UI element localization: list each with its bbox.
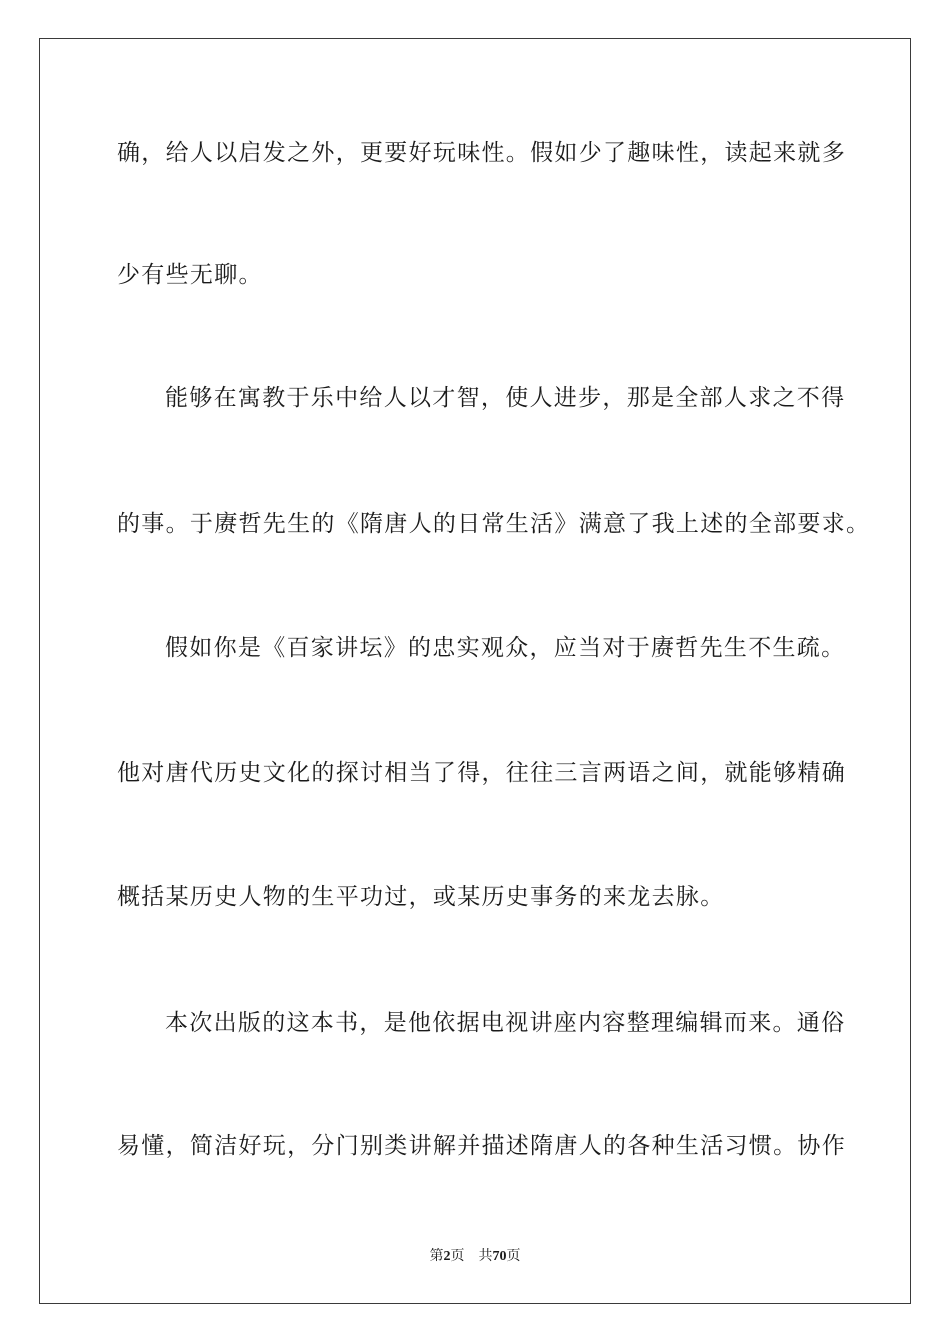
body-line-2: 少有些无聊。 [117, 262, 263, 288]
footer-page-number: 2 [443, 1249, 451, 1264]
footer-total-suffix: 页 [506, 1249, 521, 1264]
body-line-3: 能够在寓教于乐中给人以才智，使人进步，那是全部人求之不得 [165, 385, 846, 411]
body-line-9: 易懂，简洁好玩，分门别类讲解并描述隋唐人的各种生活习惯。协作 [117, 1133, 846, 1159]
body-line-5: 假如你是《百家讲坛》的忠实观众，应当对于赓哲先生不生疏。 [165, 635, 846, 661]
page-border [39, 38, 911, 1304]
body-line-1: 确，给人以启发之外，更要好玩味性。假如少了趣味性，读起来就多 [117, 140, 846, 166]
body-line-4: 的事。于赓哲先生的《隋唐人的日常生活》满意了我上述的全部要求。 [117, 511, 871, 537]
body-line-8: 本次出版的这本书，是他依据电视讲座内容整理编辑而来。通俗 [165, 1010, 846, 1036]
footer-total-prefix: 共 [478, 1249, 493, 1264]
footer-page-prefix: 第 [429, 1249, 444, 1264]
page-footer [0, 1248, 950, 1266]
footer-total-pages: 70 [492, 1249, 507, 1264]
body-line-6: 他对唐代历史文化的探讨相当了得，往往三言两语之间，就能够精确 [117, 760, 846, 786]
body-line-7: 概括某历史人物的生平功过，或某历史事务的来龙去脉。 [117, 884, 725, 910]
footer-page-suffix: 页 [450, 1249, 465, 1264]
